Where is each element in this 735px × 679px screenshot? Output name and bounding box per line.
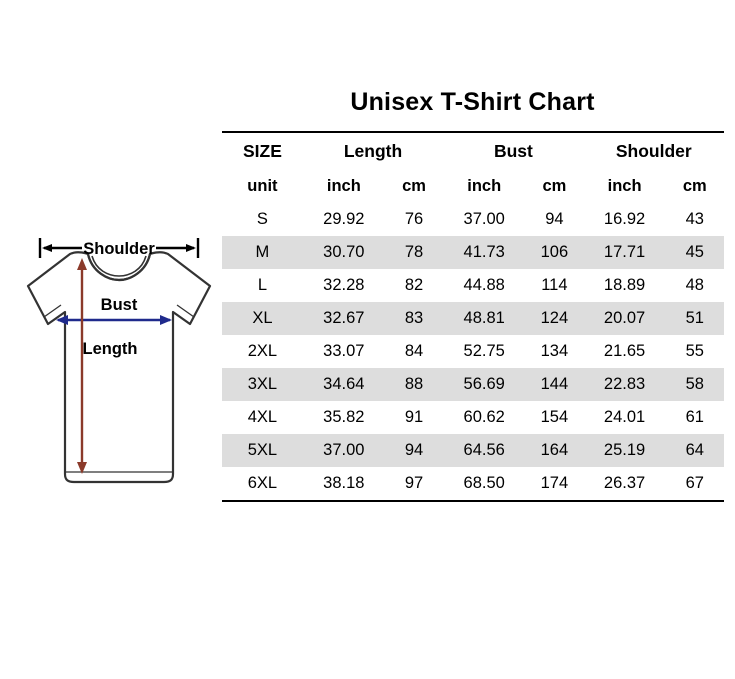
cell-shoulder-cm: 43	[685, 210, 704, 228]
group-header-size: SIZE	[222, 132, 303, 169]
cell-shoulder-inch: 18.89	[603, 276, 646, 294]
table-row	[222, 467, 724, 501]
cell-size: S	[256, 210, 268, 228]
cell-length-inch: 32.28	[323, 276, 365, 294]
cell-shoulder-cm: 61	[685, 408, 704, 426]
size-table	[222, 131, 724, 502]
unit-length-inch: inch	[326, 176, 361, 195]
table-unit-row	[222, 169, 724, 203]
cell-bust-inch: 37.00	[463, 210, 505, 228]
cell-shoulder-inch: 17.71	[584, 236, 666, 269]
cell-length-cm: 83	[385, 302, 443, 335]
cell-shoulder-cm: 64	[666, 434, 724, 467]
unit-label: unit	[247, 176, 278, 195]
group-header-length: Length	[303, 132, 443, 169]
cell-length-cm: 76	[404, 210, 424, 228]
group-header-shoulder: Shoulder	[584, 132, 724, 169]
cell-length-inch: 30.70	[303, 236, 385, 269]
cell-length-cm: 84	[404, 342, 424, 360]
length-label: Length	[82, 340, 138, 358]
cell-bust-cm: 124	[525, 302, 583, 335]
cell-length-cm: 91	[404, 408, 424, 426]
cell-length-cm: 88	[385, 368, 443, 401]
cell-shoulder-inch: 26.37	[584, 467, 666, 501]
cell-shoulder-inch: 20.07	[584, 302, 666, 335]
cell-bust-inch: 48.81	[443, 302, 525, 335]
cell-size: 3XL	[222, 368, 303, 401]
cell-length-inch: 37.00	[303, 434, 385, 467]
cell-length-inch: 32.67	[303, 302, 385, 335]
table-row	[222, 368, 724, 401]
table-row	[222, 335, 724, 368]
table-row	[222, 269, 724, 302]
cell-bust-cm: 94	[545, 210, 564, 228]
cell-bust-cm: 134	[540, 342, 569, 360]
cell-shoulder-cm: 55	[685, 342, 704, 360]
unit-shoulder-cm: cm	[682, 176, 707, 195]
cell-length-cm: 97	[385, 467, 443, 501]
table-row	[222, 302, 724, 335]
table-row	[222, 434, 724, 467]
cell-shoulder-inch: 21.65	[603, 342, 646, 360]
table-row	[222, 203, 724, 236]
unit-bust-inch: inch	[467, 176, 502, 195]
cell-size: 5XL	[222, 434, 303, 467]
cell-length-cm: 94	[385, 434, 443, 467]
cell-bust-cm: 114	[541, 276, 568, 294]
cell-length-cm: 78	[385, 236, 443, 269]
cell-shoulder-inch: 22.83	[584, 368, 666, 401]
tshirt-diagram	[18, 214, 218, 504]
table-group-header-row	[222, 132, 724, 169]
cell-length-cm: 82	[404, 276, 424, 294]
cell-bust-inch: 52.75	[463, 342, 505, 360]
unit-length-cm: cm	[402, 176, 426, 195]
cell-bust-inch: 44.88	[463, 276, 505, 294]
cell-bust-inch: 41.73	[443, 236, 525, 269]
cell-size: M	[222, 236, 303, 269]
cell-bust-cm: 106	[525, 236, 583, 269]
cell-bust-cm: 154	[540, 408, 569, 426]
size-table-container	[222, 131, 724, 502]
cell-size: 4XL	[247, 408, 278, 426]
cell-size: XL	[222, 302, 303, 335]
cell-shoulder-cm: 45	[666, 236, 724, 269]
unit-shoulder-inch: inch	[607, 176, 642, 195]
cell-length-inch: 38.18	[303, 467, 385, 501]
cell-length-inch: 34.64	[303, 368, 385, 401]
cell-length-inch: 35.82	[323, 408, 365, 426]
page-title: Unisex T-Shirt Chart	[350, 88, 595, 116]
cell-size: 6XL	[222, 467, 303, 501]
table-row	[222, 401, 724, 434]
bust-label: Bust	[100, 296, 138, 314]
tshirt-outline	[28, 252, 210, 482]
group-header-bust: Bust	[443, 132, 583, 169]
cell-shoulder-cm: 58	[666, 368, 724, 401]
shoulder-label: Shoulder	[83, 240, 155, 258]
cell-length-inch: 33.07	[323, 342, 365, 360]
cell-shoulder-inch: 24.01	[603, 408, 646, 426]
cell-bust-inch: 68.50	[443, 467, 525, 501]
cell-length-inch: 29.92	[323, 210, 365, 228]
cell-shoulder-cm: 51	[666, 302, 724, 335]
cell-bust-cm: 174	[525, 467, 583, 501]
cell-bust-inch: 56.69	[443, 368, 525, 401]
cell-size: 2XL	[247, 342, 278, 360]
cell-bust-cm: 164	[525, 434, 583, 467]
table-row	[222, 236, 724, 269]
cell-bust-cm: 144	[525, 368, 583, 401]
cell-bust-inch: 60.62	[463, 408, 505, 426]
cell-shoulder-cm: 48	[685, 276, 704, 294]
unit-bust-cm: cm	[542, 176, 567, 195]
cell-shoulder-cm: 67	[666, 467, 724, 501]
cell-size: L	[257, 276, 268, 294]
cell-bust-inch: 64.56	[443, 434, 525, 467]
cell-shoulder-inch: 25.19	[584, 434, 666, 467]
cell-shoulder-inch: 16.92	[603, 210, 646, 228]
